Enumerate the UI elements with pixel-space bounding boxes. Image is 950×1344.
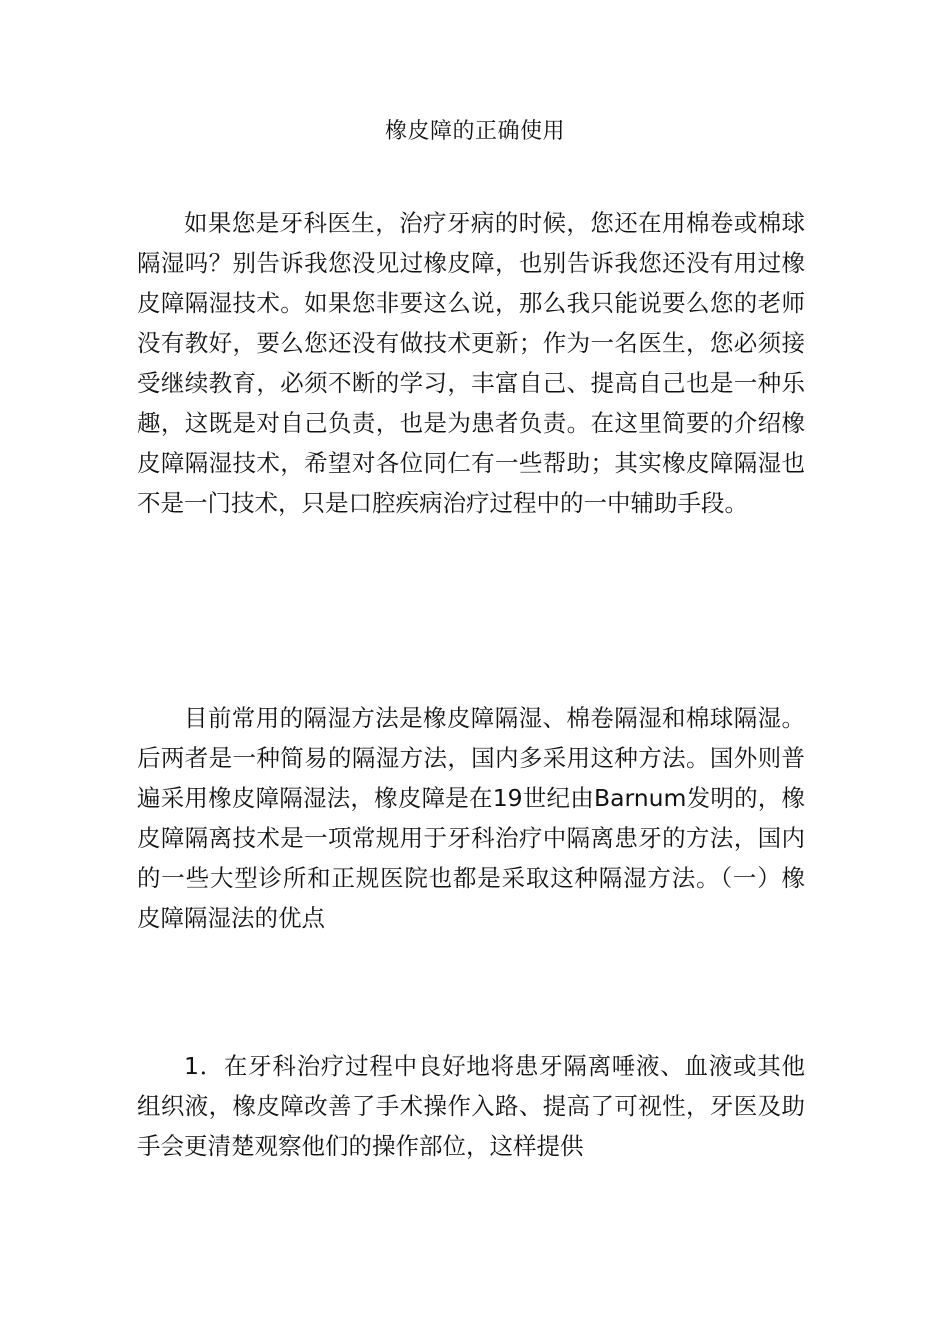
document-title: 橡皮障的正确使用 — [384, 119, 565, 144]
paragraph-methods: 目前常用的隔湿方法是橡皮障隔湿、棉卷隔湿和棉球隔湿。后两者是一种简易的隔湿方法，国内多采用这种方法。国外则普遍采用橡皮障隔湿法，橡皮障是在19世纪由Barnum发明的，橡皮障隔离技术是一项常规用于牙科治疗中隔离患牙的方法，国内的一些大型诊所和正规医院也都是采取这种隔湿方法。（一）橡皮障隔湿法的优点 — [137, 704, 805, 932]
paragraph-advantage-1: 1．在牙科治疗过程中良好地将患牙隔离唾液、血液或其他组织液，橡皮障改善了手术操作入路、提高了可视性，牙医及助手会更清楚观察他们的操作部位，这样提供 — [137, 1052, 805, 1160]
paragraph-intro: 如果您是牙科医生，治疗牙病的时候，您还在用棉卷或棉球隔湿吗？别告诉我您没见过橡皮障，也别告诉我您还没有用过橡皮障隔湿技术。如果您非要这么说，那么我只能说要么您的老师没有教好，要么您还没有做技术更新；作为一名医生，您必须接受继续教育，必须不断的学习，丰富自己、提高自己也是一种乐趣，这既是对自己负责，也是为患者负责。在这里简要的介绍橡皮障隔湿技术，希望对各位同仁有一些帮助；其实橡皮障隔湿也不是一门技术，只是口腔疾病治疗过程中的一中辅助手段。 — [137, 209, 805, 517]
